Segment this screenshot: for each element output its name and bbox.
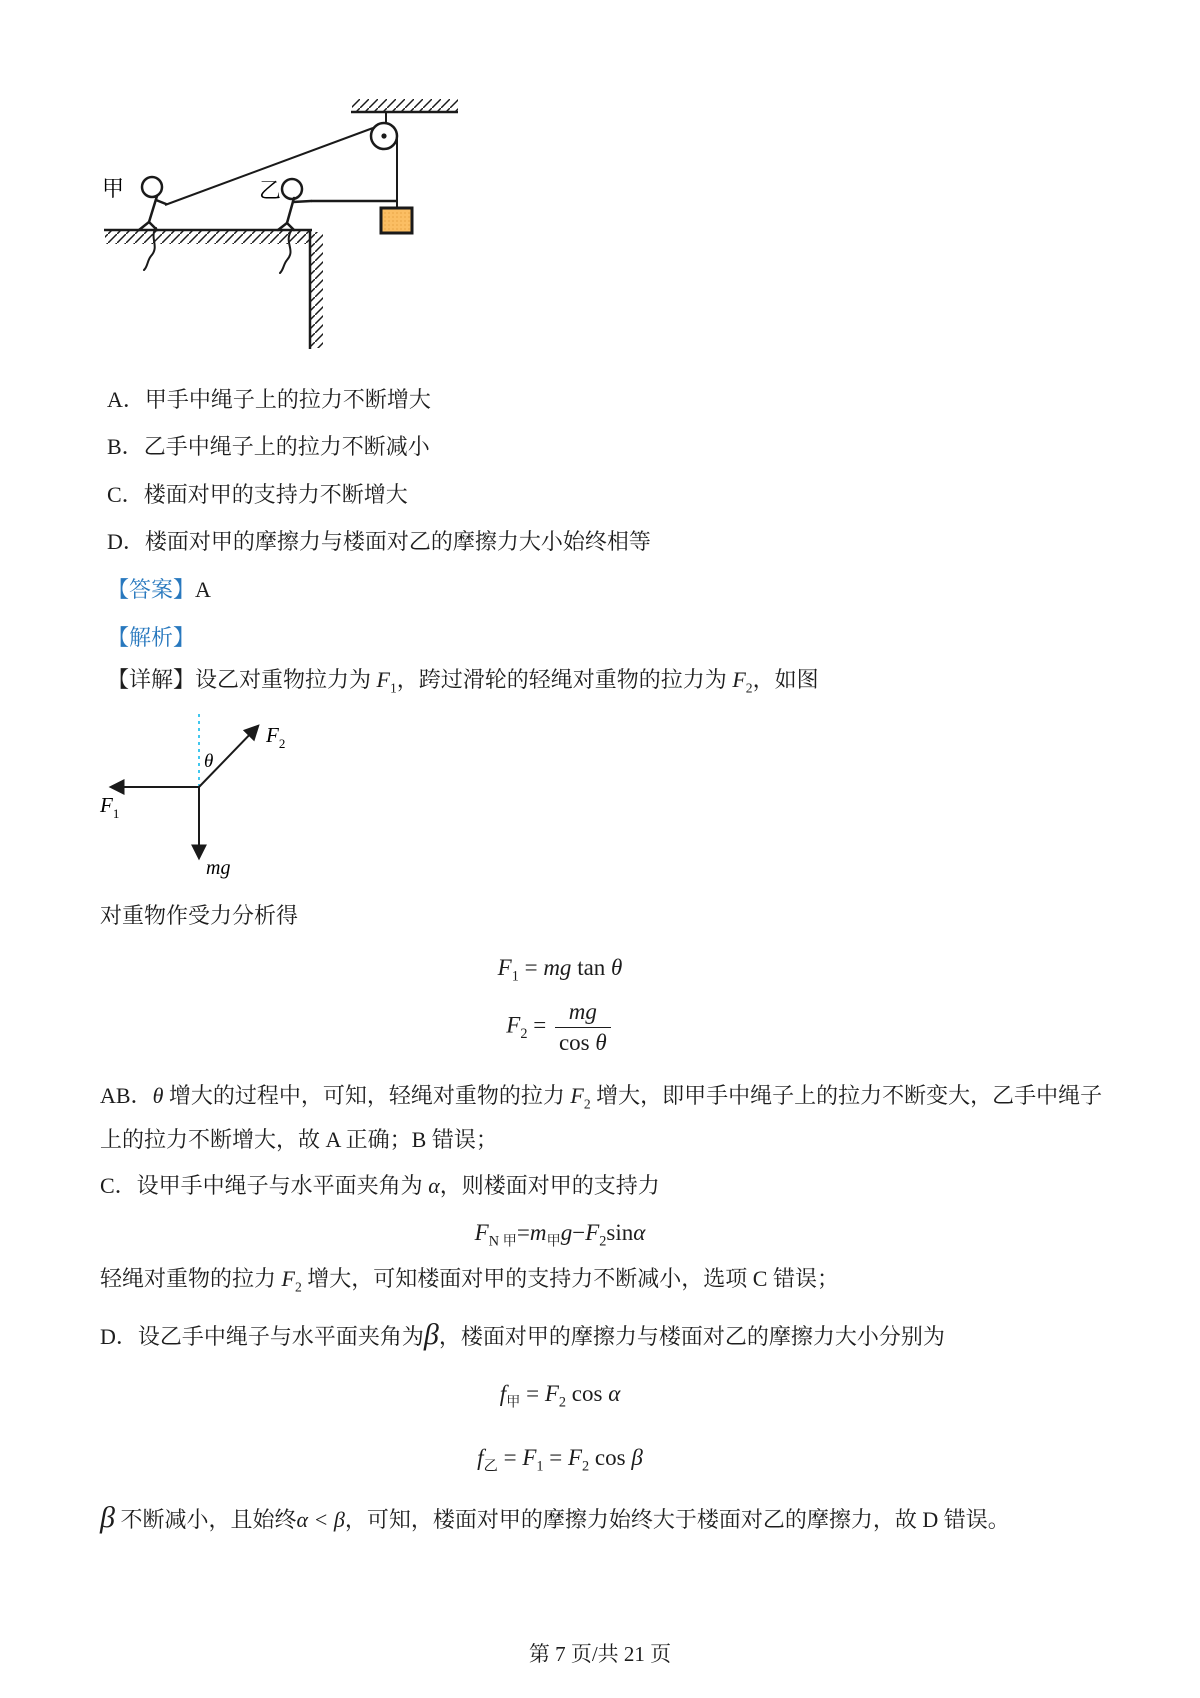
formula-f2-sub: 2: [520, 1025, 528, 1042]
formula-f-yi: [0, 1445, 1120, 1475]
final-beta: β: [100, 1501, 115, 1534]
formula-f2-num: mg: [568, 999, 597, 1024]
fn-v2: m: [529, 1220, 547, 1245]
fyi-v3: F: [567, 1445, 583, 1470]
fyi-angle: β: [631, 1445, 643, 1470]
fn-minus: −: [572, 1220, 586, 1245]
option-c-text: 楼面对甲的支持力不断增大: [143, 482, 408, 507]
detail-text-2: ，跨过滑轮的轻绳对重物的拉力为: [396, 667, 733, 692]
detail-f2: F: [732, 667, 746, 692]
formula-f1-angle: θ: [611, 955, 623, 980]
option-a-label: A．: [107, 387, 145, 412]
page-number-footer: 第 7 页/共 21 页: [528, 1642, 672, 1666]
detail-f2-sub: 2: [745, 680, 753, 696]
fjia-fn: cos: [571, 1381, 603, 1406]
option-b-text: 乙手中绳子上的拉力不断减小: [143, 434, 430, 459]
wall-edge: [310, 229, 323, 349]
detail-row: [107, 665, 819, 695]
option-a: [107, 385, 431, 415]
c-alpha: α: [428, 1173, 440, 1198]
f2-label-sub: 2: [278, 736, 286, 751]
detail-label: 【详解】: [107, 667, 196, 692]
ground: [104, 230, 312, 244]
fjia-eq: =: [526, 1381, 540, 1406]
formula-f2-eq: =: [533, 1012, 547, 1038]
option-d: [107, 527, 651, 557]
fn-fn: sin: [606, 1220, 634, 1245]
formula-f-jia: [0, 1381, 1120, 1411]
option-b-label: B．: [107, 434, 144, 459]
force-analysis-intro: 对重物作受力分析得: [100, 903, 299, 928]
detail-text-3: ，如图: [752, 667, 819, 692]
fn-angle: α: [633, 1220, 646, 1245]
formula-f1: [0, 955, 1120, 985]
analysis-label: 【解析】: [107, 625, 196, 650]
label-yi: 乙: [259, 178, 282, 203]
option-d-label: D．: [107, 529, 145, 554]
option-c: [107, 480, 408, 510]
ab-theta: θ: [152, 1083, 164, 1108]
ab-f: F: [570, 1083, 584, 1108]
final-inequality: α < β: [296, 1507, 345, 1532]
fyi-eq2: =: [549, 1445, 563, 1470]
fyi-s: 乙: [483, 1458, 498, 1475]
c2-f: F: [281, 1266, 295, 1291]
fjia-v2: F: [544, 1381, 559, 1406]
force-diagram: [85, 700, 325, 885]
c2-p1: 轻绳对重物的拉力: [100, 1266, 282, 1291]
formula-f1-sub: 1: [511, 968, 519, 985]
formula-f2: [0, 998, 1120, 1056]
ab-p3: 增大，即甲手中绳子上的拉力不断变大，乙手中绳子: [590, 1083, 1103, 1108]
analysis-d-line: [100, 1318, 945, 1352]
analysis-c-line: [100, 1171, 660, 1201]
analysis-ab-line2: 上的拉力不断增大，故 A 正确；B 错误；: [100, 1127, 498, 1152]
formula-f1-eq: =: [524, 955, 538, 980]
answer-value: A: [195, 577, 211, 602]
f1-label: [99, 793, 119, 821]
analysis-c-line2: [100, 1264, 839, 1294]
fjia-v: f: [499, 1381, 507, 1406]
f1-label-base: F: [100, 793, 113, 817]
analysis-row: [107, 623, 195, 653]
fn-s4: 2: [599, 1233, 607, 1250]
answer-row: [107, 575, 211, 605]
option-a-text: 甲手中绳子上的拉力不断增大: [144, 387, 431, 412]
mg-label: mg: [206, 857, 231, 879]
c-p2: ，则楼面对甲的支持力: [439, 1173, 660, 1198]
theta-label: θ: [204, 751, 214, 772]
formula-f2-var: F: [506, 1012, 521, 1038]
f1-label-sub: 1: [112, 806, 120, 821]
c-p1: C．设甲手中绳子与水平面夹角为: [100, 1173, 429, 1198]
fn-v1: F: [474, 1220, 489, 1245]
fjia-s: 甲: [506, 1394, 521, 1411]
c2-p2: 增大，可知楼面对甲的支持力不断减小，选项 C 错误；: [301, 1266, 839, 1291]
option-d-text: 楼面对甲的摩擦力与楼面对乙的摩擦力大小始终相等: [144, 529, 651, 554]
fyi-s2: 1: [536, 1458, 544, 1475]
ab-f-sub: 2: [583, 1096, 591, 1112]
final-p1: 不断减小，且始终: [114, 1507, 297, 1532]
option-b: [107, 432, 430, 462]
f2-label: [265, 723, 285, 751]
fjia-s2: 2: [558, 1394, 567, 1411]
fyi-eq1: =: [503, 1445, 517, 1470]
formula-f1-coef: mg: [543, 955, 572, 980]
fn-s2: 甲: [546, 1233, 561, 1250]
d-p2: ，楼面对甲的摩擦力与楼面对乙的摩擦力大小分别为: [438, 1324, 945, 1349]
fyi-v2: F: [522, 1445, 537, 1470]
formula-f2-fn: cos: [558, 1029, 590, 1055]
d-p1: D．设乙手中绳子与水平面夹角为: [100, 1324, 424, 1349]
ab-p2: 增大的过程中，可知，轻绳对重物的拉力: [163, 1083, 571, 1108]
formula-f1-var: F: [497, 955, 512, 980]
formula-fn-jia: [0, 1220, 1120, 1250]
answer-label: 【答案】: [107, 577, 196, 602]
weight-block: [381, 208, 412, 233]
d-beta: β: [423, 1318, 439, 1351]
formula-f2-angle: θ: [595, 1029, 607, 1055]
person-jia: [139, 177, 166, 270]
analysis-ab-line1: [100, 1081, 1102, 1111]
ceiling: [351, 99, 458, 112]
option-c-label: C．: [107, 482, 144, 507]
detail-f1: F: [376, 667, 390, 692]
f2-label-base: F: [266, 723, 279, 747]
formula-f2-fraction: [555, 998, 611, 1056]
detail-f1-sub: 1: [389, 680, 397, 696]
fyi-v: f: [477, 1445, 484, 1470]
person-yi: [278, 179, 311, 273]
formula-f1-fn: tan: [577, 955, 606, 980]
analysis-final-line: [100, 1501, 1010, 1535]
ab-p1: AB．: [100, 1083, 153, 1108]
detail-text-1: 设乙对重物拉力为: [195, 667, 377, 692]
c2-f-sub: 2: [294, 1279, 302, 1295]
label-jia: 甲: [102, 176, 125, 201]
fyi-s3: 2: [582, 1458, 590, 1475]
pulley-icon: [371, 112, 397, 149]
problem-figure: [95, 85, 470, 355]
fjia-angle: α: [608, 1381, 621, 1406]
fn-eq: =: [516, 1220, 530, 1245]
fn-v3: g: [560, 1220, 573, 1245]
final-p2: ，可知，楼面对甲的摩擦力始终大于楼面对乙的摩擦力，故 D 错误。: [344, 1507, 1010, 1532]
fn-v4: F: [585, 1220, 600, 1245]
fyi-fn: cos: [594, 1445, 626, 1470]
fn-s1: N 甲: [488, 1233, 517, 1250]
